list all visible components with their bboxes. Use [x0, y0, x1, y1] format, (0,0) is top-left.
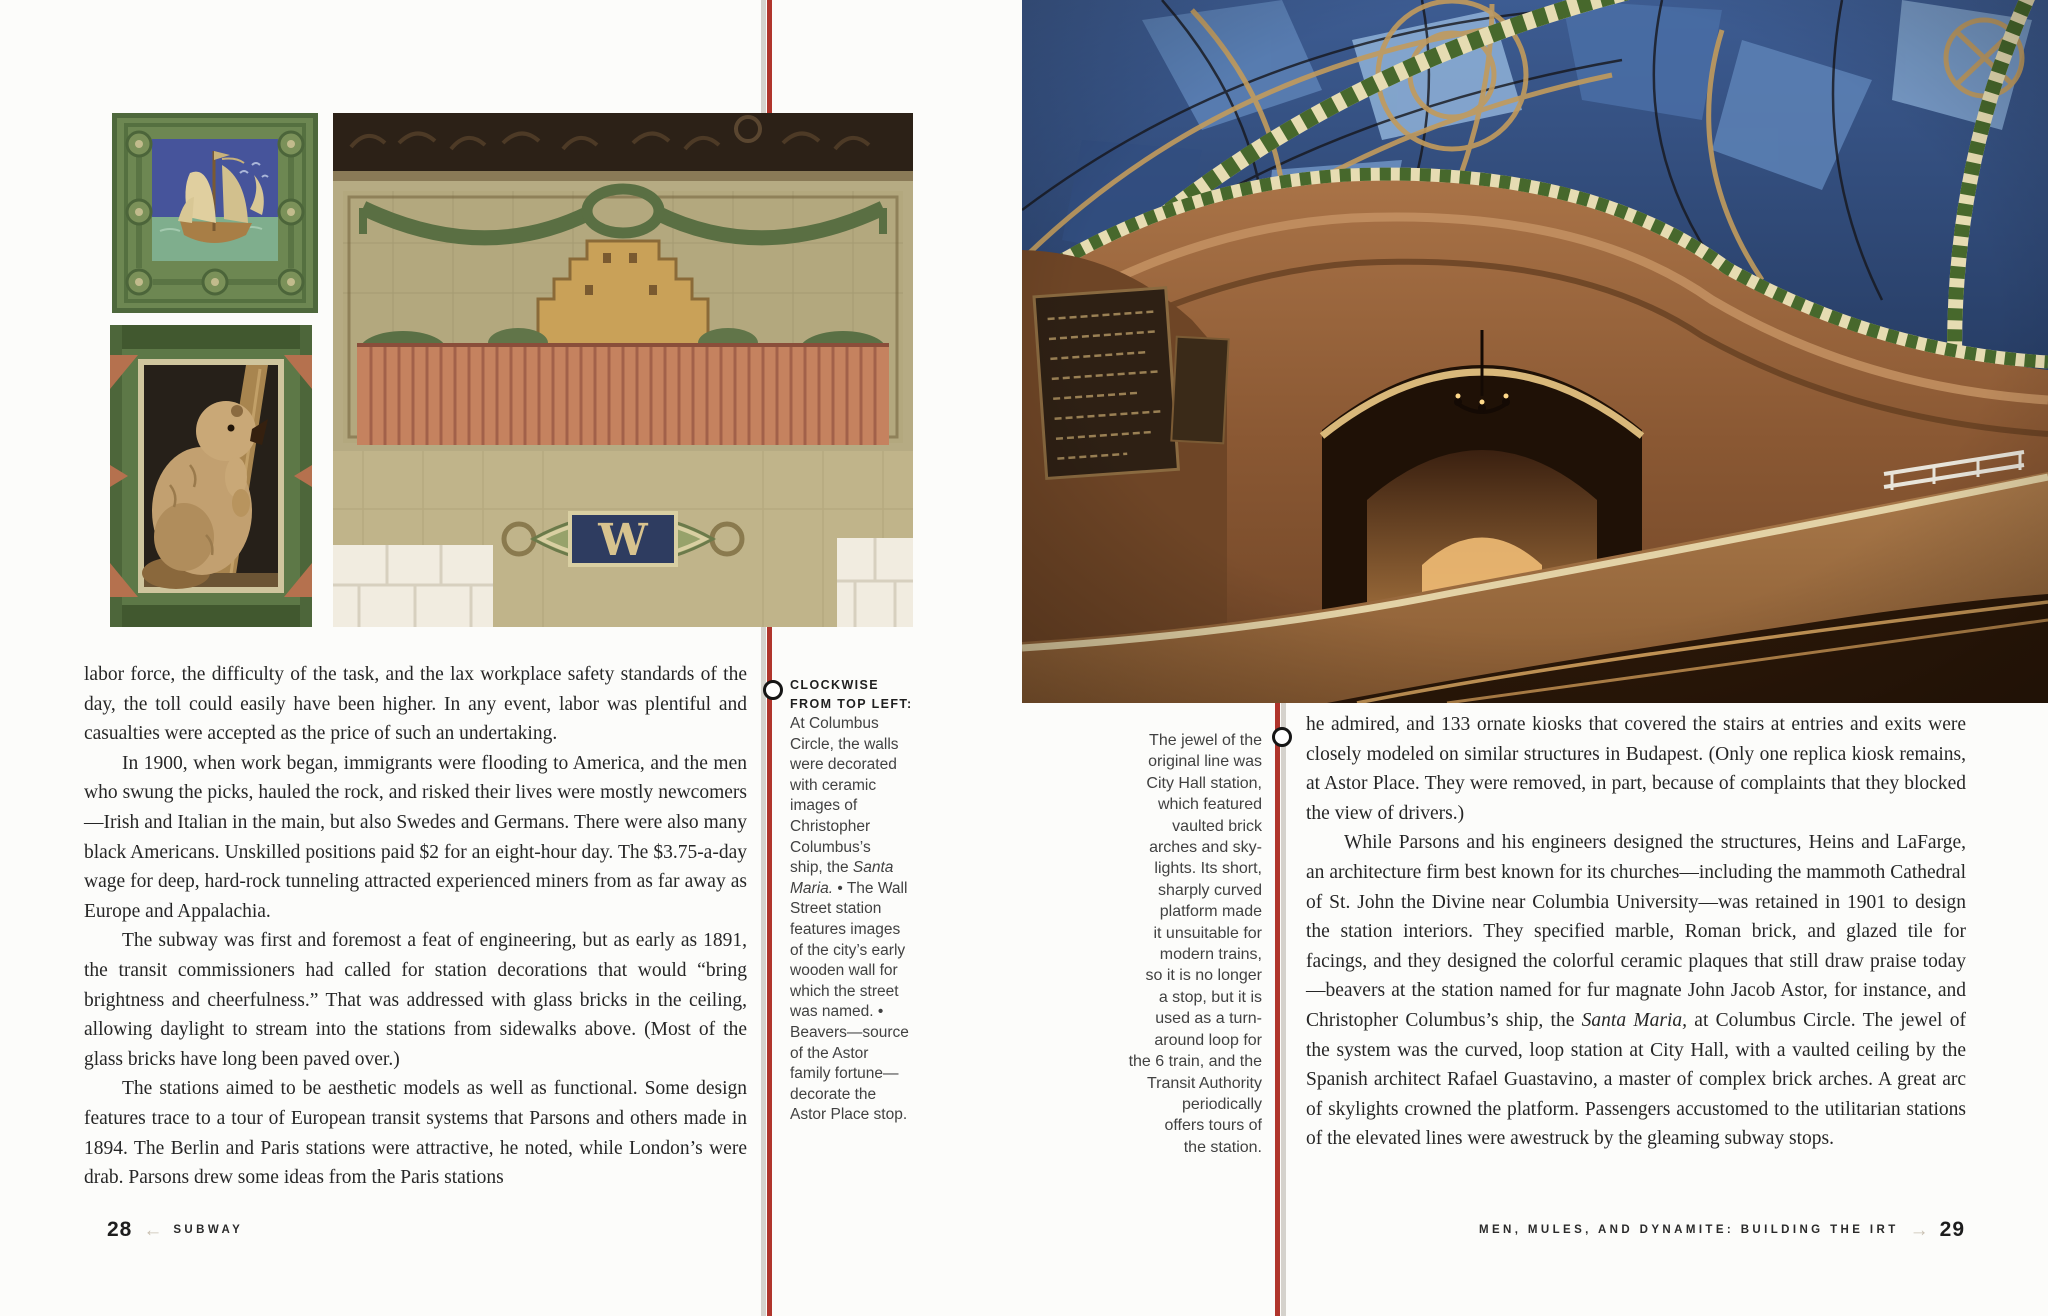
running-head: SUBWAY [173, 1224, 244, 1236]
caption-line: decorate the [790, 1085, 877, 1103]
body-paragraph: The stations aimed to be aesthetic models as well as functional. Some design features trace to a tour of European transit systems that Parsons and others made in 1894. The Berlin and Paris stations were attractive, he noted, while London’s were drab. Parsons drew some ideas from the Paris stations [84, 1078, 747, 1189]
caption-line: was named. • [790, 1003, 884, 1021]
caption-line: which featured [1157, 796, 1262, 814]
caption-line: the 6 train, and the [1128, 1053, 1262, 1071]
caption-line: vaulted brick [1172, 817, 1262, 835]
body-paragraph: labor force, the difficulty of the task, and the lax workplace safety standards of the day, the toll could easily have been higher. In any event, labor was plentiful and casualties were accepted as the price of such an undertaking. [84, 664, 747, 745]
caption-header-line: CLOCKWISE [790, 678, 879, 692]
caption-line: features images [790, 920, 901, 938]
caption-line: original line was [1148, 753, 1262, 771]
caption-line: Columbus’s [790, 838, 871, 856]
caption-line: Transit Authority [1146, 1074, 1262, 1092]
arrow-left-icon: ← [143, 1219, 163, 1241]
caption-line: Christopher [790, 817, 871, 835]
caption-line: Maria. • The Wall [790, 879, 908, 897]
right-caption-anchor-circle [1272, 727, 1292, 747]
running-head: MEN, MULES, AND DYNAMITE: BUILDING THE IRT [1478, 1224, 1899, 1236]
caption-line: At Columbus [790, 715, 879, 732]
caption-line: The jewel of the [1149, 732, 1262, 749]
caption-header-line: FROM TOP LEFT: [790, 697, 913, 711]
caption-line: with ceramic [790, 776, 877, 794]
caption-line: used as a turn- [1155, 1010, 1262, 1028]
caption-line: City Hall station, [1146, 774, 1262, 792]
ship-tile-photo [112, 113, 318, 313]
left-page-caption [790, 676, 945, 1126]
body-paragraph: The subway was first and foremost a feat of engineering, but as early as 1891, the transit commissioners had called for station decorations that would “bring brightness and cheerfulness.” That was addressed with glass bricks in the ceiling, allowing daylight to stream into the stations from sidewalks above. (Most of the glass bricks have long been paved over.) [84, 930, 747, 1070]
caption-line: of the Astor [790, 1044, 869, 1062]
caption-line: sharply curved [1157, 881, 1262, 899]
caption-line: around loop for [1154, 1031, 1262, 1049]
caption-line: it unsuitable for [1153, 924, 1262, 942]
caption-line: Circle, the walls [790, 735, 899, 753]
caption-line: Street station [790, 900, 882, 918]
page-number: 28 [107, 1218, 133, 1241]
body-paragraph: he admired, and 133 ornate kiosks that covered the stairs at entries and exits were closely modeled on similar structures in Budapest. (Only one replica kiosk remains, at Astor Place. They were removed, in part, because of complaints that they blocked the view of drivers.) [1306, 714, 1966, 824]
caption-line: ship, the Santa [790, 859, 894, 877]
caption-line: Astor Place stop. [790, 1106, 908, 1124]
body-paragraph: In 1900, when work began, immigrants were flooding to America, and the men who swung the picks, hauled the rock, and risked their lives were mostly newcomers—Irish and Italian in the main, but also Swedes and Germans. There were also many black Americans. Unskilled positions paid $2 for an eight-hour day. The $3.75-a-day wage for deep, hard-rock tunneling attracted experienced miners from as far away as Europe and Appalachia. [84, 752, 747, 922]
left-page-body-text [84, 660, 747, 1193]
left-page-footer [107, 1218, 243, 1242]
caption-line: of the city’s early [790, 941, 906, 959]
caption-line: offers tours of [1164, 1117, 1262, 1135]
right-page-body-text [1306, 710, 1966, 1154]
caption-line: the station. [1183, 1138, 1262, 1156]
wall-street-frieze-photo [333, 113, 913, 627]
caption-line: modern trains, [1159, 946, 1262, 964]
caption-line: which the street [790, 982, 899, 1000]
right-page-caption [1096, 730, 1262, 1158]
caption-line: wooden wall for [790, 962, 898, 980]
arrow-right-icon: → [1909, 1219, 1929, 1241]
caption-line: images of [790, 797, 858, 815]
caption-line: periodically [1181, 1095, 1262, 1113]
page-number: 29 [1939, 1218, 1965, 1241]
w-monogram-letter: W [598, 515, 648, 566]
caption-line: a stop, but it is [1158, 988, 1262, 1006]
caption-line: so it is no longer [1145, 967, 1262, 985]
body-paragraph: While Parsons and his engineers designed the structures, Heins and LaFarge, an architecture firm best known for its churches—including the mammoth Cathedral of St. John the Divine near Columbia University—was retained in 1901 to design the station interiors. They specified marble, Roman brick, and glazed tile for facings, and they designed the colorful ceramic plaques that still draw praise today—beavers at the station named for fur magnate John Jacob Astor, for instance, and Christopher Columbus’s ship, the Santa Maria, at Columbus Circle. The jewel of the system was the curved, loop station at City Hall, with a vaulted ceiling by the Spanish architect Rafael Guastavino, a master of complex brick arches. A great arc of skylights crowned the platform. Passengers accustomed to the utilitarian stations of the elevated lines were awestruck by the gleaming subway stops. [1306, 832, 1966, 1150]
right-page-footer [1479, 1218, 1965, 1242]
caption-line: arches and sky- [1149, 839, 1262, 857]
caption-line: lights. Its short, [1154, 860, 1262, 878]
caption-line: Beavers—source [790, 1023, 909, 1041]
caption-line: family fortune— [790, 1065, 899, 1083]
caption-body [790, 714, 945, 1126]
caption-line: platform made [1159, 903, 1262, 921]
beaver-tile-photo [110, 325, 312, 627]
city-hall-station-photo [1022, 0, 2048, 703]
left-caption-anchor-circle [763, 680, 783, 700]
caption-line: were decorated [790, 756, 897, 774]
